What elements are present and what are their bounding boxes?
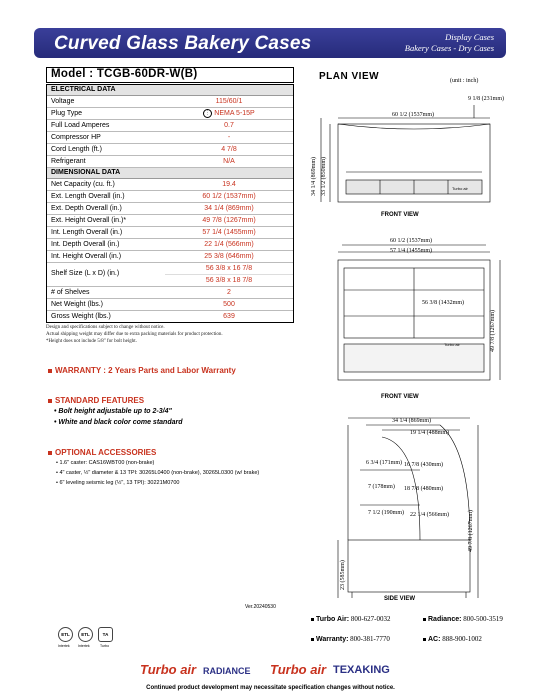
accessory-item: • 1.6" caster: CAS16WBT00 (non-brake) <box>56 460 155 466</box>
bullet-square-icon <box>311 638 314 641</box>
dim-front-w1: 60 1/2 (1537mm) <box>390 238 432 244</box>
spec-label: # of Shelves <box>51 289 90 296</box>
turbo-air-logo-2: Turbo air <box>270 662 327 677</box>
spec-label: Plug Type <box>51 110 83 117</box>
version-label: Ver.20240530 <box>245 604 276 610</box>
warranty-heading: WARRANTY : 2 Years Parts and Labor Warranty <box>48 366 236 375</box>
spec-label: Ext. Length Overall (in.) <box>51 193 125 200</box>
feature-item: • Bolt height adjustable up to 2-3/4" <box>54 408 172 415</box>
spec-label: Int. Height Overall (in.) <box>51 253 122 260</box>
spec-label: Ext. Height Overall (in.)* <box>51 217 127 224</box>
spec-label: Shelf Size (L x D) (in.) <box>51 270 120 277</box>
contact-warranty: Warranty: 800-381-7770 <box>311 635 390 643</box>
front-view-label: FRONT VIEW <box>381 394 419 400</box>
page-title: Curved Glass Bakery Cases <box>54 33 312 54</box>
spec-label: Refrigerant <box>51 158 86 165</box>
plan-drawing-front <box>338 245 500 380</box>
spec-value: 25 3/8 (646mm) <box>204 253 254 260</box>
spec-label: Gross Weight (lbs.) <box>51 313 111 320</box>
accessory-item: • 6" leveling seismic leg (½", 13 TPI): 30221M0700 <box>56 480 180 486</box>
spec-value: 22 1/4 (566mm) <box>204 241 254 248</box>
dim-front-w2: 57 1/4 (1455mm) <box>390 248 432 254</box>
spec-label: Net Capacity (cu. ft.) <box>51 181 115 188</box>
dim-top-width: 60 1/2 (1537mm) <box>392 112 434 118</box>
dim-side-d: 18 7/8 (480mm) <box>404 486 443 492</box>
plan-drawing-side <box>338 418 478 598</box>
note-line: *Height does not include 5/8" for bolt height. <box>46 339 137 344</box>
nema-plug-icon: ⋮ <box>205 109 211 116</box>
spec-label: Int. Length Overall (in.) <box>51 229 123 236</box>
electrical-heading: ELECTRICAL DATA <box>47 85 293 96</box>
dim-side-f: 22 1/4 (566mm) <box>410 512 449 518</box>
dim-side-d2: 19 1/4 (488mm) <box>410 430 449 436</box>
dim-side-h: 49 7/8 (1267mm) <box>468 510 474 552</box>
subcategory-label: Bakery Cases - Dry Cases <box>404 43 494 53</box>
spec-value: 0.7 <box>224 122 234 129</box>
radiance-logo: RADIANCE <box>203 666 251 676</box>
spec-label: Net Weight (lbs.) <box>51 301 103 308</box>
etl-cert-icon: ETL <box>58 627 73 642</box>
dim-top-h1: 33 1/2 (850mm) <box>321 157 327 196</box>
etl-sanitation-icon: ETL <box>78 627 93 642</box>
dim-side-c: 7 (178mm) <box>368 484 395 490</box>
spec-value: 57 1/4 (1455mm) <box>202 229 256 236</box>
note-line: Actual shipping weight may differ due to extra packing materials for product protection. <box>46 332 223 337</box>
drawing-logo-text: Turbo air <box>452 186 468 191</box>
dim-side-g: 23 (585mm) <box>340 560 346 590</box>
cert-label: Intertek <box>78 644 90 648</box>
dim-top-side: 9 1/8 (231mm) <box>468 96 504 102</box>
accessory-item: • 4" caster, ½" diameter & 13 TPI: 30265L0400 (non-brake), 30265L0300 (w/ brake) <box>56 470 260 476</box>
dim-top-h2: 34 1/4 (869mm) <box>311 157 317 196</box>
dim-side-b: 16 7/8 (430mm) <box>404 462 443 468</box>
side-view-label: SIDE VIEW <box>384 596 416 602</box>
spec-label: Cord Length (ft.) <box>51 146 102 153</box>
spec-label: Full Load Amperes <box>51 122 110 129</box>
dim-front-shelf: 56 3/8 (1432mm) <box>422 300 464 306</box>
cert-label: Intertek <box>58 644 70 648</box>
dimensional-heading: DIMENSIONAL DATA <box>47 168 293 179</box>
category-label: Display Cases <box>445 32 494 42</box>
drawing-logo-text: Turbo air <box>444 342 460 347</box>
spec-value: 4 7/8 <box>221 146 237 153</box>
turbo-air-logo: Turbo air <box>140 662 197 677</box>
spec-value: 500 <box>223 301 235 308</box>
shelf-size-2: 56 3/8 x 18 7/8 <box>205 277 253 284</box>
bullet-square-icon <box>423 638 426 641</box>
bullet-square-icon <box>423 618 426 621</box>
plan-view-title: PLAN VIEW <box>319 71 380 82</box>
note-line: Design and specifications subject to change without notice. <box>46 325 165 330</box>
optional-heading: OPTIONAL ACCESSORIES <box>48 448 156 457</box>
dim-side-a: 6 3/4 (171mm) <box>366 460 402 466</box>
spec-value: 49 7/8 (1267mm) <box>202 217 256 224</box>
turbo-cert-icon: TA <box>98 627 113 642</box>
texaking-logo: TEXAKING <box>333 664 390 676</box>
front-view-label: FRONT VIEW <box>381 212 419 218</box>
dim-side-e: 7 1/2 (190mm) <box>368 510 404 516</box>
contact-ac: AC: 888-900-1002 <box>423 635 482 643</box>
shelf-size-1: 56 3/8 x 16 7/8 <box>165 263 293 275</box>
dim-side-d1: 34 1/4 (869mm) <box>392 418 431 424</box>
spec-value: 2 <box>227 289 231 296</box>
spec-label: Int. Depth Overall (in.) <box>51 241 120 248</box>
contact-turbo: Turbo Air: 800-627-0032 <box>311 615 390 623</box>
model-name: Model : TCGB-60DR-W(B) <box>46 67 294 83</box>
cert-label: Turbo <box>100 644 110 648</box>
spec-value: 639 <box>223 313 235 320</box>
contact-radiance: Radiance: 800-500-3519 <box>423 615 503 623</box>
footer-disclaimer: Continued product development may necessitate specification changes without notice. <box>146 685 395 691</box>
unit-label: (unit : inch) <box>450 78 479 84</box>
feature-item: • White and black color come standard <box>54 419 183 426</box>
spec-value: 34 1/4 (869mm) <box>204 205 254 212</box>
spec-value: 115/60/1 <box>215 98 243 105</box>
contact-box <box>311 613 519 655</box>
spec-value: 60 1/2 (1537mm) <box>202 193 256 200</box>
spec-value: - <box>227 134 231 141</box>
spec-label: Compressor HP <box>51 134 101 141</box>
standard-heading: STANDARD FEATURES <box>48 396 144 405</box>
spec-value: N/A <box>223 158 235 165</box>
spec-label: Voltage <box>51 98 75 105</box>
plug-value: NEMA 5-15P <box>214 110 255 117</box>
dim-front-height: 49 7/8 (1267mm) <box>490 310 496 352</box>
spec-label: Ext. Depth Overall (in.) <box>51 205 122 212</box>
bullet-square-icon <box>311 618 314 621</box>
spec-value: 19.4 <box>222 181 236 188</box>
